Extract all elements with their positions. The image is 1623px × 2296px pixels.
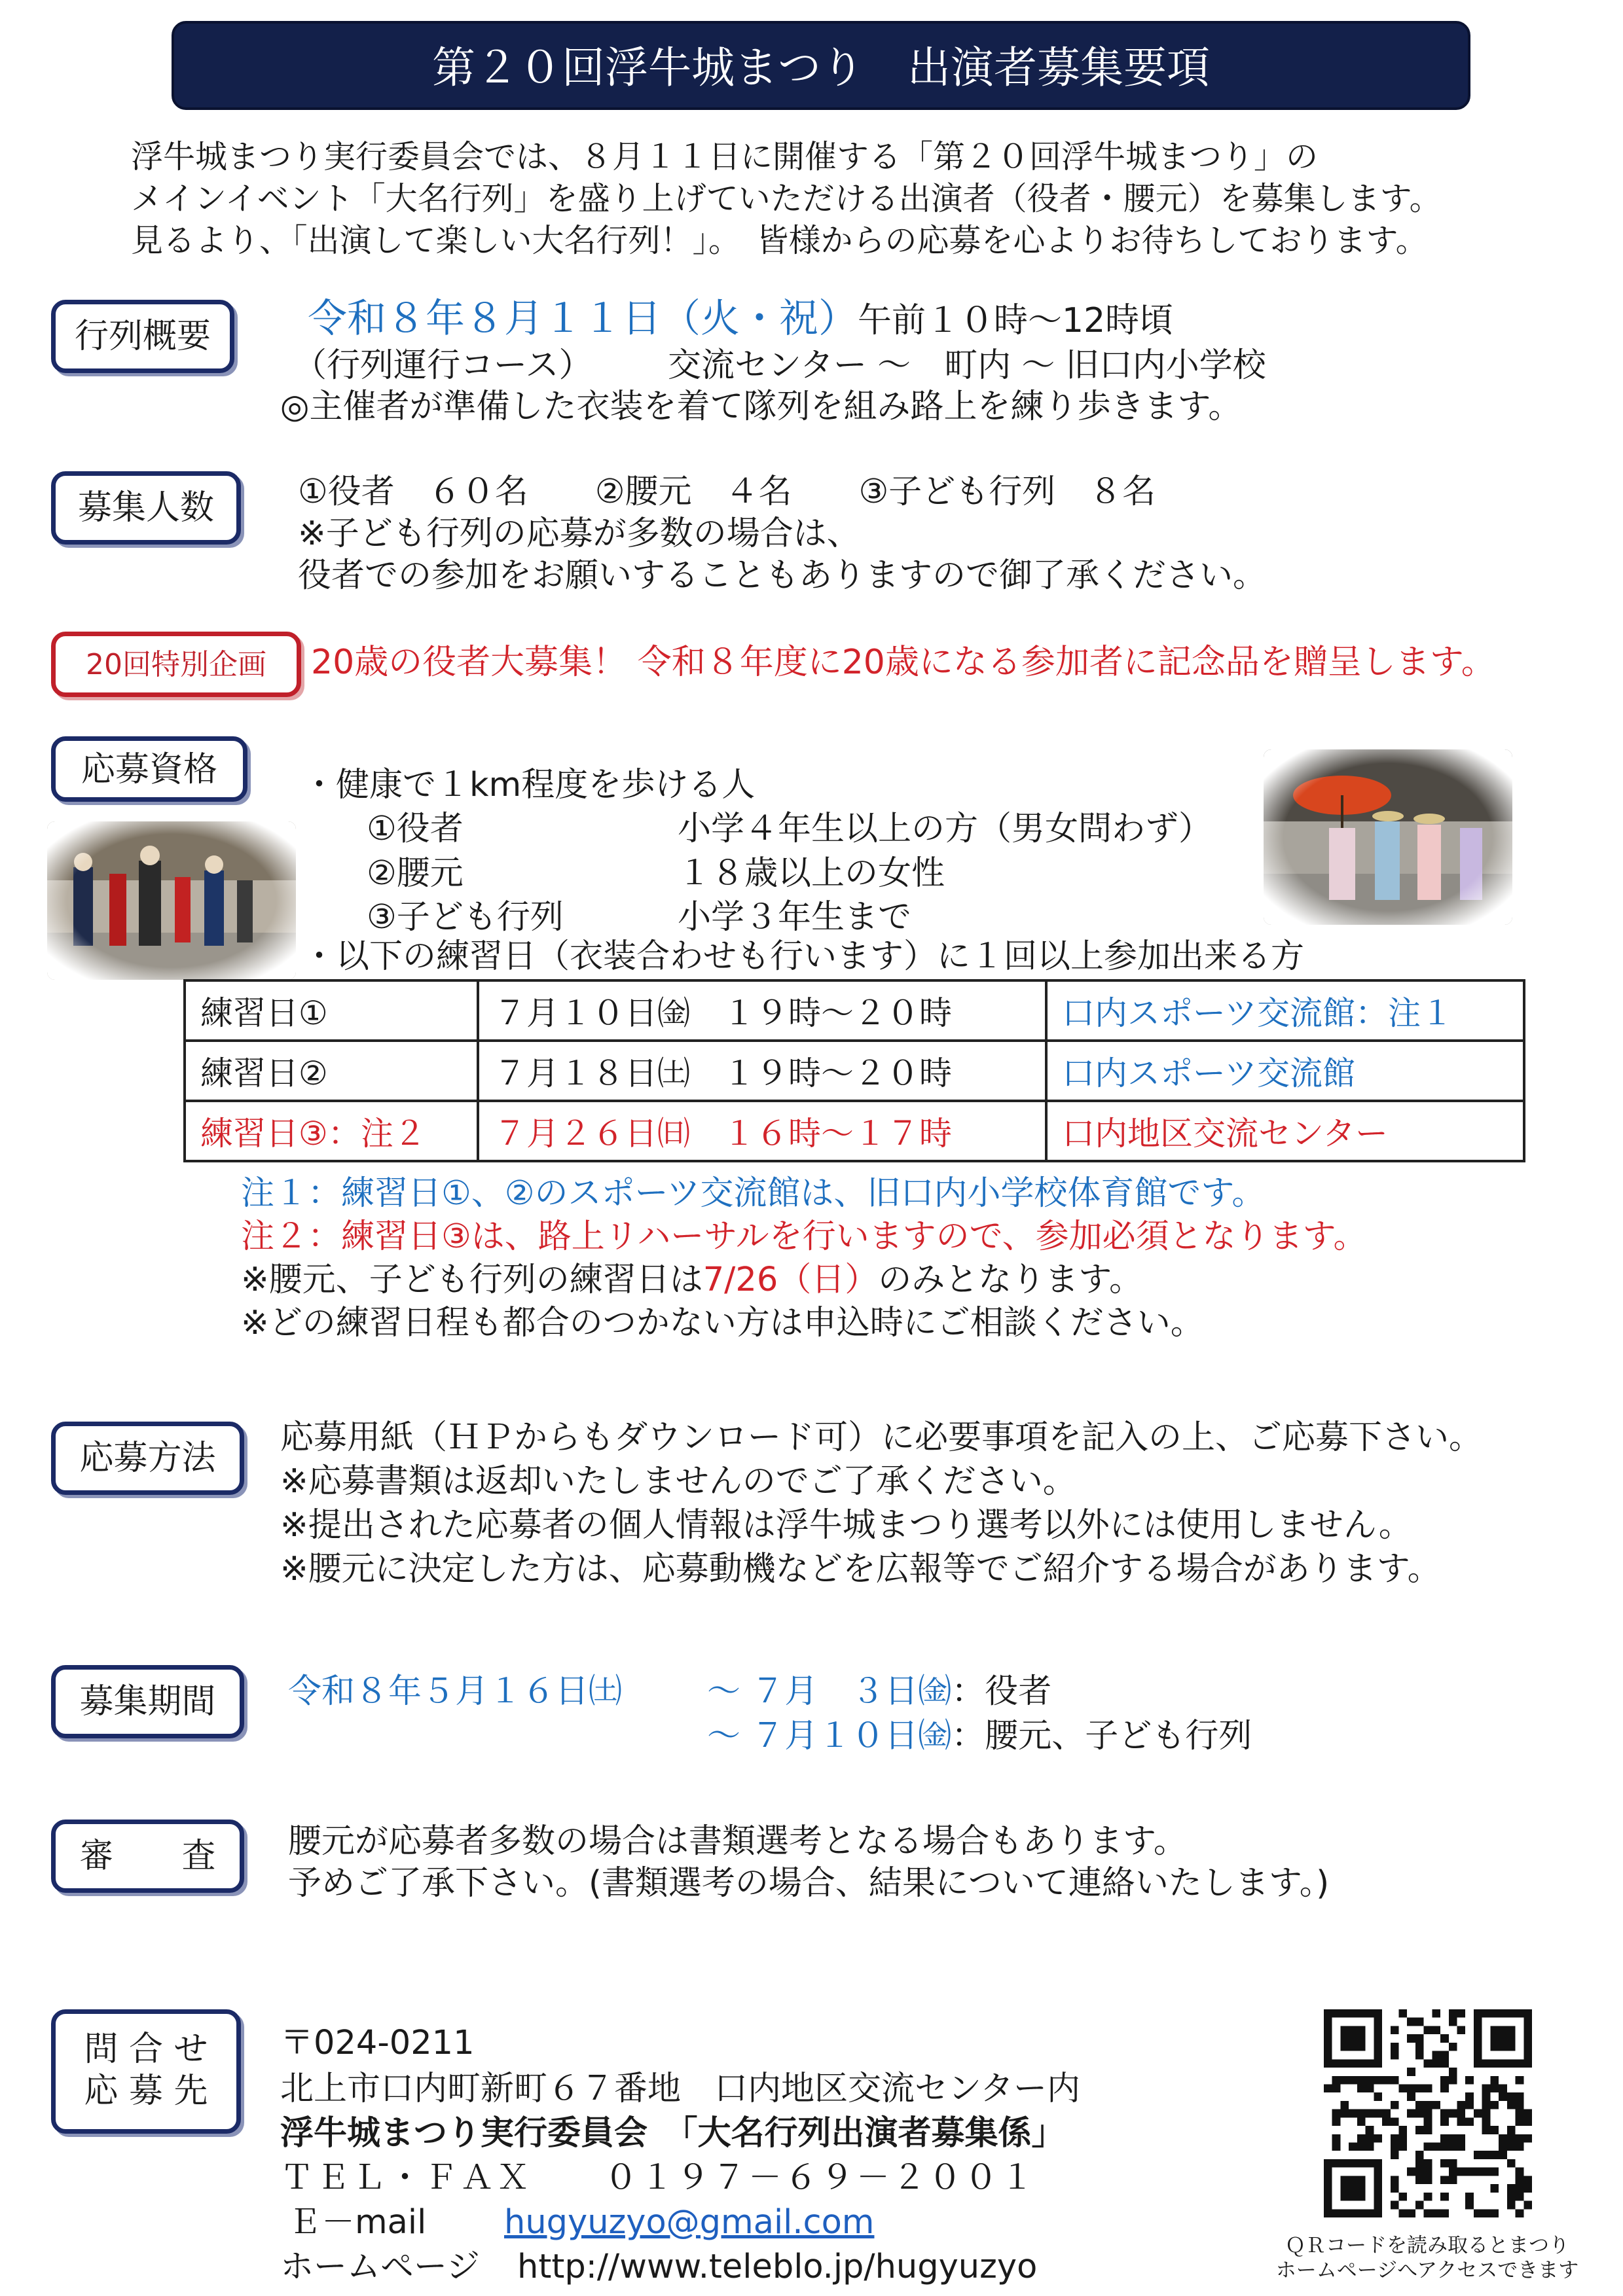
practice-date: ７月２６日㈰ [494,1115,690,1153]
email-label: Ｅ－mail [288,2203,427,2242]
practice-time: １６時～１７時 [723,1115,952,1153]
note-1: 注１：練習日①、②のスポーツ交流館は、旧口内小学校体育館です。 [241,1174,1266,1213]
qr-code-icon [1324,2009,1532,2217]
eligibility-role: ①役者 [367,810,464,848]
intro-line: 見るより、「出演して楽しい大名行列！」。 皆様からの応募を心よりお待ちしております。 [131,222,1428,259]
method-line: 応募用紙（ＨＰからもダウンロード可）に必要事項を記入の上、ご応募下さい。 [280,1418,1483,1457]
practice-place: 口内スポーツ交流館：注１ [1046,980,1524,1041]
recruit-label: 募集人数 [51,471,241,545]
course-label: （行列運行コース） [293,346,593,385]
practice-time: １９時～２０時 [723,1054,952,1092]
practice-date: ７月１８日㈯ [494,1054,690,1092]
qr-caption-line: ＱＲコードを読み取るとまつり [1285,2234,1569,2257]
eligibility-line: ・以下の練習日（衣装合わせも行います）に１回以上参加出来る方 [302,937,1305,976]
practice-datetime [478,1041,1046,1101]
period-label: 募集期間 [51,1665,244,1738]
recruit-note1: ※子ども行列の応募が多数の場合は、 [298,514,860,553]
intro-text [131,136,1442,262]
intro-line: メインイベント「大名行列」を盛り上げていただける出演者（役者・腰元）を募集します。 [131,180,1442,217]
review-label: 審 査 [51,1820,244,1893]
practice-place: 口内地区交流センター [1046,1101,1524,1161]
period-start: 令和８年５月１６日㈯ [288,1672,623,1711]
note-3 [241,1259,1142,1301]
homepage-url[interactable]: http://www.teleblo.jp/hugyuzyo [517,2248,1038,2286]
recruit-note2: 役者での参加をお願いすることもありますので御了承ください。 [298,556,1267,595]
qr-caption [1244,2233,1611,2283]
organizer: 浮牛城まつり実行委員会 「大名行列出演者募集係」 [280,2114,1065,2153]
method-line: ※応募書類は返却いたしませんのでご了承ください。 [280,1462,1076,1501]
parasol-photo [1264,749,1512,925]
contact-label [51,2009,241,2134]
eligibility-line: ・健康で１km程度を歩ける人 [302,766,756,804]
note-4: ※どの練習日程も都合のつかない方は申込時にご相談ください。 [241,1304,1204,1342]
homepage-label: ホームページ [280,2248,480,2286]
period-row1 [707,1671,1051,1713]
table-row [185,980,1524,1041]
note-3-c: のみとなります。 [878,1261,1143,1299]
postal-code: 〒024-0211 [280,2024,475,2062]
eligibility-label: 応募資格 [51,736,247,802]
special-text: 20歳の役者大募集！ 令和８年度に20歳になる参加者に記念品を贈呈します。 [311,643,1495,682]
review-line2: 予めご了承下さい。(書類選考の場合、結果について連絡いたします。) [288,1864,1330,1903]
eligibility-detail: 小学４年生以上の方（男女問わず） [678,810,1213,848]
practice-datetime [478,980,1046,1041]
eligibility-role: ③子ども行列 [367,898,564,937]
period-end: ～ ７月１０日㈮ [707,1717,952,1755]
contact-label-line2: 応 募 先 [84,2072,208,2111]
overview-label: 行列概要 [51,300,234,373]
practice-time: １９時～２０時 [723,994,952,1032]
procession-photo [47,821,296,980]
email-link[interactable]: hugyuzyo@gmail.com [504,2203,875,2242]
review-line1: 腰元が応募者多数の場合は書類選考となる場合もあります。 [288,1822,1187,1861]
recruit-counts: ①役者 ６０名 ②腰元 ４名 ③子ども行列 ８名 [298,473,1156,511]
practice-table [183,979,1525,1162]
note-2: 注２：練習日③は、路上リハーサルを行いますので、参加必須となります。 [241,1217,1367,1256]
eligibility-detail: １８歳以上の女性 [678,854,945,893]
overview-date-line [308,298,1173,342]
note-3-a: ※腰元、子ども行列の練習日は [241,1261,703,1299]
event-time: 午前１０時～12時頃 [858,301,1174,340]
note-3-date: 7/26（日） [702,1261,879,1299]
period-role: ：役者 [951,1672,1052,1711]
tel-fax: ＴＥＬ・ＦＡＸ ０１９７－６９－２００１ [280,2159,1037,2197]
special-label: 20回特別企画 [51,632,301,697]
page-title: 第２０回浮牛城まつり 出演者募集要項 [172,21,1470,110]
period-role: ：腰元、子ども行列 [951,1717,1252,1755]
table-row [185,1041,1524,1101]
period-row2 [707,1715,1252,1757]
method-line: ※腰元に決定した方は、応募動機などを広報等でご紹介する場合があります。 [280,1550,1441,1588]
practice-date: ７月１０日㈮ [494,994,690,1032]
method-label: 応募方法 [51,1422,244,1495]
course-text: 交流センター ～ 町内 ～ 旧口内小学校 [668,346,1266,385]
practice-day: 練習日① [185,980,478,1041]
qr-caption-line: ホームページへアクセスできます [1275,2259,1579,2282]
event-date: 令和８年８月１１日（火・祝） [308,296,858,342]
method-line: ※提出された応募者の個人情報は浮牛城まつり選考以外には使用しません。 [280,1506,1412,1545]
overview-note: ◎主催者が準備した衣装を着て隊列を組み路上を練り歩きます。 [280,387,1242,426]
table-row [185,1101,1524,1161]
practice-place: 口内スポーツ交流館 [1046,1041,1524,1101]
practice-day: 練習日② [185,1041,478,1101]
practice-datetime [478,1101,1046,1161]
eligibility-detail: 小学３年生まで [678,898,912,937]
address: 北上市口内町新町６７番地 口内地区交流センター内 [280,2070,1080,2108]
period-end: ～ ７月 ３日㈮ [707,1672,952,1711]
practice-day: 練習日③：注２ [185,1101,478,1161]
eligibility-role: ②腰元 [367,854,464,893]
contact-label-line1: 問 合 せ [84,2030,208,2069]
intro-line: 浮牛城まつり実行委員会では、８月１１日に開催する「第２０回浮牛城まつり」の [131,138,1319,175]
